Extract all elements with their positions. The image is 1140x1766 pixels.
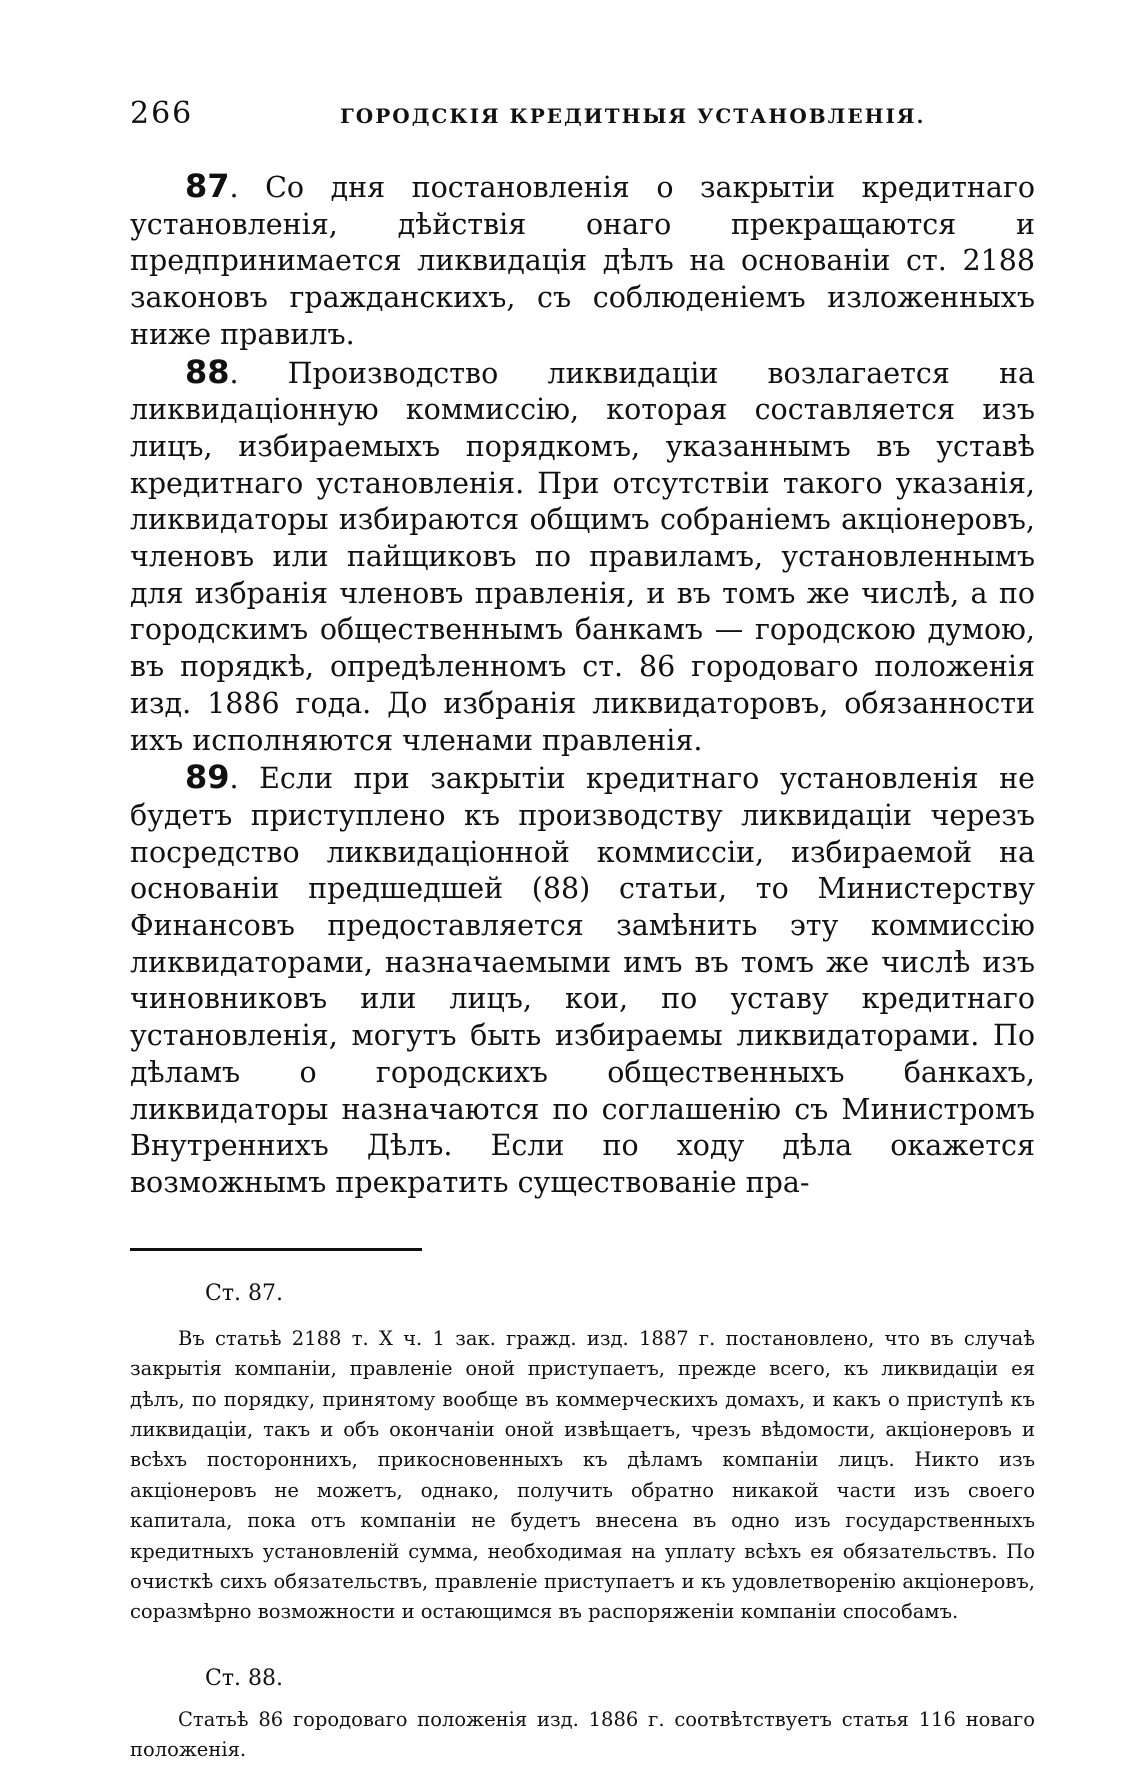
article-number: 89	[185, 758, 230, 797]
page-number: 266	[130, 96, 194, 131]
article-text: . Со дня постановленія о закрытіи кредитнаго установленія, дѣйствія онаго прекращаются и предпринимается ликвидація дѣлъ на основаніи ст. 2188 законовъ гражданскихъ, съ соблюденіемъ изложенныхъ ниже правилъ.	[130, 171, 1035, 351]
article-number: 88	[185, 352, 230, 391]
note-text: Въ статьѣ 2188 т. X ч. 1 зак. гражд. изд. 1887 г. постановлено, что въ случаѣ закрытія компаніи, правленіе оной приступаетъ, прежде всего, къ ликвидаціи ея дѣлъ, по порядку, принятому вообще въ коммерческихъ домахъ, и какъ о приступѣ къ ликвидаціи, такъ и объ окончаніи оной извѣщаетъ, чрезъ вѣдомости, акціонеровъ и всѣхъ постороннихъ, прикосновенныхъ къ дѣламъ компаніи лицъ. Никто изъ акціонеровъ не можетъ, однако, получить обратно никакой части изъ своего капитала, пока отъ компаніи не будетъ внесена въ одно изъ государственныхъ кредитныхъ установленій сумма, необходимая на уплату всѣхъ ея обязательствъ. По очисткѣ сихъ обязательствъ, правленіе приступаетъ и къ удовлетворенію акціонеровъ, соразмѣрно возможности и остающимся въ распоряженіи компаніи способамъ.	[130, 1326, 1035, 1624]
article-89	[130, 759, 1035, 1201]
article-text: . Производство ликвидаціи возлагается на ликвидаціонную коммиссію, которая составляется изъ лицъ, избираемыхъ порядкомъ, указаннымъ въ уставѣ кредитнаго установленія. При отсутствіи такого указанія, ликвидаторы избираются общимъ собраніемъ акціонеровъ, членовъ или пайщиковъ по правиламъ, установленнымъ для избранія членовъ правленія, и въ томъ же числѣ, а по городскимъ общественнымъ банкамъ — городскою думою, въ порядкѣ, опредѣленномъ ст. 86 городоваго положенія изд. 1886 года. До избранія ликвидаторовъ, обязанности ихъ исполняются членами правленія.	[130, 356, 1035, 757]
note-88	[130, 1705, 1035, 1766]
note-heading-87: Ст. 87.	[205, 1280, 283, 1306]
footnote-divider	[130, 1248, 422, 1251]
note-heading-88: Ст. 88.	[205, 1665, 283, 1691]
article-text: . Если при закрытіи кредитнаго установленія не будетъ приступлено къ производству ликвидаціи черезъ посредство ликвидаціонной коммиссіи, избираемой на основаніи предшедшей (88) статьи, то Министерству Финансовъ предоставляется замѣнить эту коммиссію ликвидаторами, назначаемыми имъ въ томъ же числѣ изъ чиновниковъ или лицъ, кои, по уставу кредитнаго установленія, могутъ быть избираемы ликвидаторами. По дѣламъ о городскихъ общественныхъ банкахъ, ликвидаторы назначаются по соглашенію съ Министромъ Внутреннихъ Дѣлъ. Если по ходу дѣла окажется возможнымъ прекратить существованіе пра-	[130, 762, 1035, 1199]
running-title: ГОРОДСКІЯ КРЕДИТНЫЯ УСТАНОВЛЕНІЯ.	[340, 104, 926, 128]
running-head	[130, 96, 1035, 138]
article-88	[130, 354, 1035, 760]
article-87	[130, 168, 1035, 354]
article-number: 87	[185, 167, 230, 205]
note-text: Статьѣ 86 городоваго положенія изд. 1886 г. соотвѣтствуетъ статья 116 новаго положенія.	[130, 1707, 1035, 1762]
main-text	[130, 168, 1035, 1202]
note-87	[130, 1324, 1035, 1628]
page	[130, 96, 1035, 1766]
notes	[130, 1281, 1035, 1766]
